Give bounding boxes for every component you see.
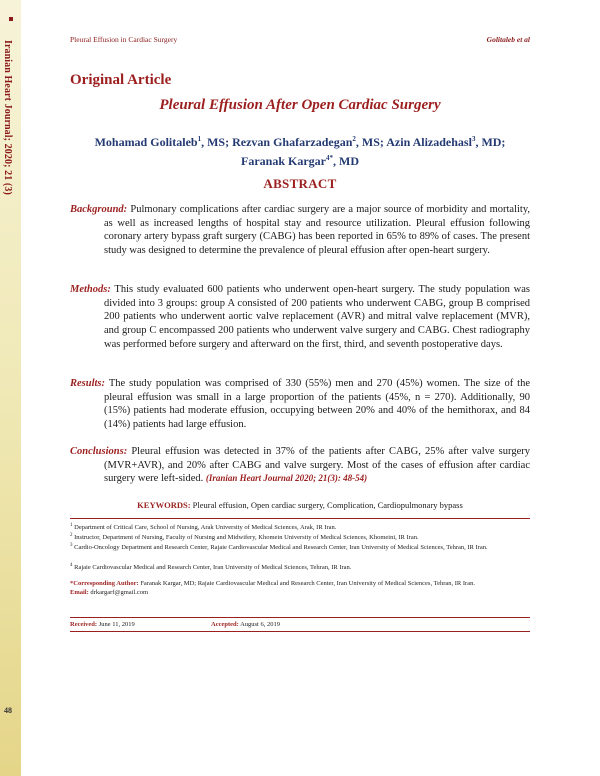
running-header-right: Golitaleb et al xyxy=(486,35,530,44)
conclusions-text: Pleural effusion was detected in 37% of the patients after CABG, 25% after valve surgery (MVR+AVR), and 20% after CABG and valve surgery. Most of the cases of effusion after cardiac surgery were left-sided. xyxy=(104,446,530,485)
affiliation-4 xyxy=(70,562,530,573)
affiliation-text: Rajaie Cardiovascular Medical and Research Center, Iran University of Medical Sciences, Tehran, IR Iran. xyxy=(72,564,352,572)
author-degree: , MS; xyxy=(201,135,233,149)
corresponding-text: Faranak Kargar, MD; Rajaie Cardiovascular Medical and Research Center, Iran University of Medical Sciences, Tehran, IR Iran. xyxy=(138,580,475,587)
received-label: Received: xyxy=(70,621,98,628)
running-header-left: Pleural Effusion in Cardiac Surgery xyxy=(70,35,178,44)
affiliation-text: Cardio-Oncology Department and Research Center, Rajaie Cardiovascular Medical and Research Center, Iran University of Medical Sciences, Tehran, IR Iran. xyxy=(72,544,488,552)
author-degree: , MD xyxy=(333,154,359,168)
received-date: June 11, 2019 xyxy=(97,621,135,628)
email-label: Email: xyxy=(70,588,89,596)
article-type: Original Article xyxy=(70,72,172,88)
footnote-divider-top xyxy=(70,518,530,519)
abstract-heading: ABSTRACT xyxy=(263,176,337,191)
keywords-label: KEYWORDS: xyxy=(137,500,191,510)
keywords-line xyxy=(70,500,530,510)
author-affiliation-mark: 3 xyxy=(471,135,476,143)
accepted-label: Accepted: xyxy=(211,621,239,628)
results-label: Results: xyxy=(70,378,106,389)
author-name: Azin Alizadehasl xyxy=(386,135,472,149)
methods-label: Methods: xyxy=(70,284,111,295)
accepted-group xyxy=(211,621,280,628)
author-name: Faranak Kargar xyxy=(241,154,326,168)
abstract-conclusions xyxy=(70,445,530,486)
affiliation-text: Instructor, Department of Nursing, Faculty of Nursing and Midwifery, Khomein University of Medical Sciences, Khomeini, IR Iran. xyxy=(72,534,419,542)
author-degree: , MS; xyxy=(355,135,387,149)
article-title: Pleural Effusion After Open Cardiac Surgery xyxy=(159,97,441,113)
author-affiliation-mark: 4* xyxy=(326,154,333,162)
journal-sidebar xyxy=(0,0,21,776)
affiliation-3 xyxy=(70,542,530,553)
affiliation-text: Department of Critical Care, School of Nursing, Arak University of Medical Sciences, Arak, IR Iran. xyxy=(72,524,337,532)
journal-citation: (Iranian Heart Journal 2020; 21(3): 48-54) xyxy=(205,473,368,484)
corresponding-author xyxy=(70,580,530,597)
results-text: The study population was comprised of 330 (55%) men and 270 (45%) women. The size of the pleural effusion was small in a large proportion of the patients (45%, n = 270). Additionally, 90 (15%) patients had moderate effusion, occupying between 20% and 40% of the hemithorax, and 84 (14%) patients had large effusion. xyxy=(104,378,531,431)
author-name: Mohamad Golitaleb xyxy=(94,135,198,149)
author-affiliation-mark: 2 xyxy=(352,135,356,143)
author-degree: , MD; xyxy=(475,135,506,149)
abstract-methods xyxy=(70,283,530,352)
affiliation-number: 1 xyxy=(70,523,73,528)
bullet-marker xyxy=(9,17,13,21)
affiliation-number: 2 xyxy=(70,533,73,538)
sidebar-journal-ref: Iranian Heart Journal; 2020; 21 (3) xyxy=(2,40,13,195)
affiliation-number: 3 xyxy=(70,543,73,548)
author-affiliation-mark: 1 xyxy=(197,135,202,143)
abstract-background xyxy=(70,203,530,258)
background-label: Background: xyxy=(70,204,128,215)
author-name: Rezvan Ghafarzadegan xyxy=(232,135,353,149)
page-number: 48 xyxy=(4,706,12,715)
accepted-date: August 6, 2019 xyxy=(238,621,280,628)
footnote-divider-mid xyxy=(70,617,530,618)
email-address[interactable]: drkargarf@gmail.com xyxy=(88,588,149,596)
conclusions-label: Conclusions: xyxy=(70,446,128,457)
background-text: Pulmonary complications after cardiac surgery are a major source of morbidity and mortality, as well as increased lengths of hospital stay and resource utilization. Pleural effusion following coronary artery bypass graft surgery (CABG) has been reported in 65% to 89% of cases. The present study was designed to determine the prevalence of pleural effusion after open-heart surgery. xyxy=(104,204,531,257)
article-dates xyxy=(70,621,280,628)
corresponding-label: *Corresponding Author: xyxy=(70,580,139,587)
author-list xyxy=(70,131,530,169)
abstract-results xyxy=(70,377,530,432)
affiliation-number: 4 xyxy=(70,563,73,568)
footnote-divider-bottom xyxy=(70,631,530,632)
methods-text: This study evaluated 600 patients who underwent open-heart surgery. The study population was divided into 3 groups: group A consisted of 200 patients who underwent CABG, group B comprised 200 patients who underwent aortic valve replacement (AVR) and mitral valve replacement (MVR), and group C encompassed 200 patients who underwent valve surgery and CABG. Chest radiography was performed before surgery and afterward on the first, third, and seventh postoperative days. xyxy=(104,284,530,350)
keywords-text: Pleural effusion, Open cardiac surgery, Complication, Cardiopulmonary bypass xyxy=(192,500,463,510)
